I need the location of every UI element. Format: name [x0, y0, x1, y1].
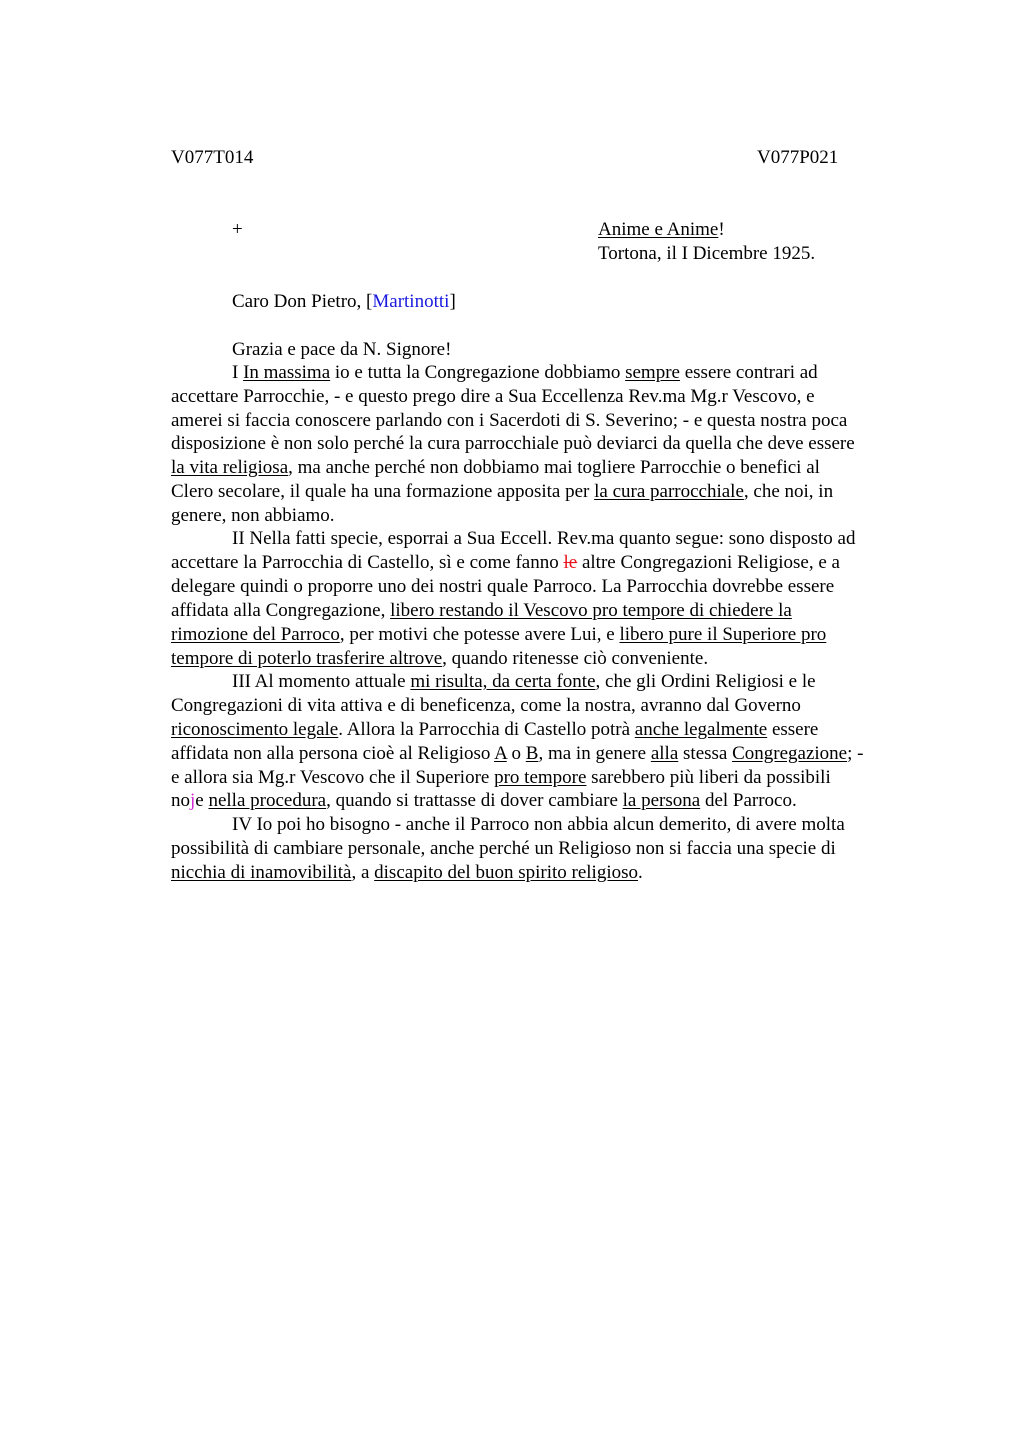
text-run: o [506, 743, 526, 764]
text-run: , quando si trattasse di dover cambiare [326, 790, 623, 811]
salutation-close-bracket: ] [449, 291, 456, 312]
underlined-text: A [494, 743, 507, 764]
body-line [171, 480, 833, 504]
text-run: no [171, 790, 190, 811]
salutation [232, 291, 456, 313]
body-line: delegare quindi o proporre uno dei nostri quale Parroco. La Parrocchia dovrebbe essere [171, 576, 835, 597]
text-run: e allora sia Mg.r Vescovo che il Superiore [171, 767, 495, 788]
text-run: affidata alla Congregazione, [171, 600, 391, 621]
text-run: , a [351, 862, 375, 883]
underlined-text: la cura parrocchiale [594, 481, 744, 502]
document-code-left: V077T014 [171, 147, 254, 168]
motto [598, 219, 725, 241]
text-run: ; - [847, 743, 864, 764]
underlined-text: tempore di poterlo trasferire altrove [171, 648, 443, 669]
text-run: e [195, 790, 209, 811]
motto-exclamation: ! [718, 219, 725, 240]
body-line [171, 766, 831, 790]
text-run: , che gli Ordini Religiosi e le [595, 671, 816, 692]
underlined-text: la persona [622, 790, 701, 811]
text-run: Clero secolare, il quale ha una formazione apposita per [171, 481, 595, 502]
struck-text: le [563, 552, 578, 573]
cross-symbol: + [232, 219, 243, 240]
text-run: . [638, 862, 643, 883]
motto-text: Anime e Anime [598, 219, 719, 240]
body-line: IV Io poi ho bisogno - anche il Parroco non abbia alcun demerito, di avere molta [232, 814, 845, 835]
underlined-text: rimozione del Parroco [171, 624, 340, 645]
body-line: genere, non abbiamo. [171, 505, 335, 526]
underlined-text: alla [650, 743, 679, 764]
body-line [171, 789, 797, 813]
body-line [171, 647, 708, 671]
body-line [171, 599, 792, 623]
underlined-text: B [525, 743, 539, 764]
body-line [171, 551, 840, 575]
text-run: , ma anche perché non dobbiamo mai togliere Parrocchie o benefici al [288, 457, 820, 478]
body-line: disposizione è non solo perché la cura parrocchiale può deviarci da quella che deve essere [171, 433, 855, 454]
body-line [171, 742, 863, 766]
underlined-text: la vita religiosa [171, 457, 289, 478]
text-run: III Al momento attuale [232, 671, 411, 692]
underlined-text: pro tempore [494, 767, 587, 788]
body-line [232, 670, 816, 694]
inserted-letter: j [190, 790, 196, 811]
text-run: accettare la Parrocchia di Castello, sì e come fanno [171, 552, 564, 573]
text-run: essere [767, 719, 819, 740]
text-run: altre Congregazioni Religiose, e a [577, 552, 840, 573]
body-line [232, 361, 818, 385]
underlined-text: sempre [625, 362, 680, 383]
body-line: possibilità di cambiare personale, anche perché un Religioso non si faccia una specie di [171, 838, 836, 859]
text-run: , quando ritenesse ciò conveniente. [442, 648, 709, 669]
text-run: , che noi, in [743, 481, 834, 502]
body-line: II Nella fatti specie, esporrai a Sua Eccell. Rev.ma quanto segue: sono disposto ad [232, 528, 856, 549]
underlined-text: riconoscimento legale [171, 719, 339, 740]
body-line [171, 861, 643, 885]
text-run: essere contrari ad [679, 362, 818, 383]
underlined-text: nella procedura [208, 790, 327, 811]
text-run: . Allora la Parrocchia di Castello potrà [338, 719, 635, 740]
underlined-text: Congregazione [732, 743, 848, 764]
section-number: I [232, 362, 244, 383]
underlined-text: In massima [243, 362, 331, 383]
salutation-text: Caro Don Pietro, [ [232, 291, 373, 312]
underlined-text: libero pure il Superiore pro [619, 624, 827, 645]
body-line [171, 718, 818, 742]
text-run: stessa [678, 743, 733, 764]
underlined-text: mi risulta, da certa fonte [410, 671, 596, 692]
body-line [171, 456, 820, 480]
document-code-right: V077P021 [757, 147, 839, 168]
text-run: , ma in genere [538, 743, 651, 764]
greeting: Grazia e pace da N. Signore! [232, 339, 452, 360]
salutation-recipient-name: Martinotti [372, 291, 450, 312]
body-line: amerei si faccia conoscere parlando con i Sacerdoti di S. Severino; - e questa nostra poca [171, 410, 848, 431]
text-run: sarebbero più liberi da possibili [586, 767, 831, 788]
body-line [171, 623, 826, 647]
text-run: io e tutta la Congregazione dobbiamo [330, 362, 626, 383]
underlined-text: anche legalmente [634, 719, 768, 740]
underlined-text: libero restando il Vescovo pro tempore di chiedere la [390, 600, 792, 621]
body-line: accettare Parrocchie, - e questo prego dire a Sua Eccellenza Rev.ma Mg.r Vescovo, e [171, 386, 815, 407]
underlined-text: discapito del buon spirito religioso [374, 862, 639, 883]
text-run: , per motivi che potesse avere Lui, e [339, 624, 620, 645]
text-run: del Parroco. [700, 790, 797, 811]
body-line: Congregazioni di vita attiva e di beneficenza, come la nostra, avranno dal Governo [171, 695, 801, 716]
underlined-text: nicchia di inamovibilità [171, 862, 352, 883]
place-date: Tortona, il I Dicembre 1925. [598, 243, 816, 264]
text-run: affidata non alla persona cioè al Religioso [171, 743, 495, 764]
